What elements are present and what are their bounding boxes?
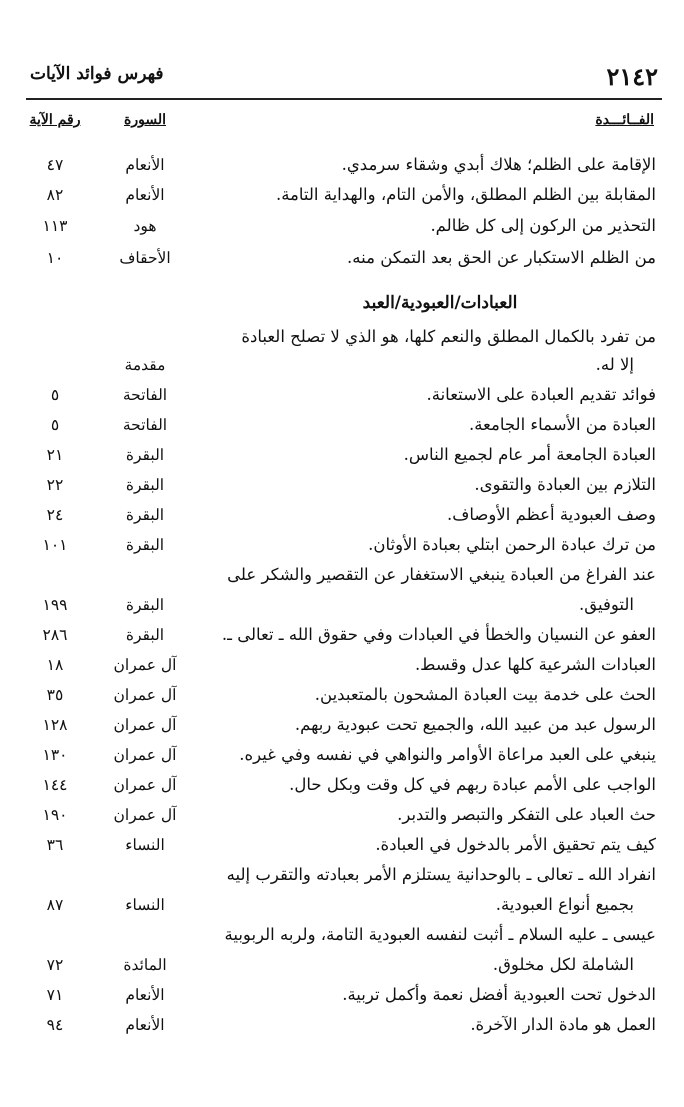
- table-row: [0, 920, 684, 950]
- row-text: عند الفراغ من العبادة ينبغي الاستغفار عن التقصير والشكر على: [227, 565, 656, 584]
- page-number: ٢١٤٢: [606, 62, 658, 91]
- table-row: [0, 620, 684, 650]
- table-row: [0, 710, 684, 740]
- row-sura: آل عمران: [113, 776, 177, 794]
- row-text: كيف يتم تحقيق الأمر بالدخول في العبادة.: [375, 835, 656, 854]
- row-sura: مقدمة: [124, 356, 166, 374]
- row-text: إلا له.: [595, 355, 634, 374]
- table-row: [0, 211, 684, 241]
- row-ayah: ٧١: [46, 986, 64, 1004]
- row-sura: الفاتحة: [122, 386, 168, 404]
- column-header-ayah: رقم الآية: [29, 112, 81, 128]
- row-ayah: ٢٢: [46, 476, 64, 494]
- table-row: [0, 440, 684, 470]
- row-text: العبادات الشرعية كلها عدل وقسط.: [414, 655, 656, 674]
- row-text: العبادة الجامعة أمر عام لجميع الناس.: [403, 445, 656, 464]
- row-text: الرسول عبد من عبيد الله، والجميع تحت عبودية ربهم.: [294, 715, 656, 734]
- row-ayah: ٨٧: [46, 896, 64, 914]
- row-text: فوائد تقديم العبادة على الاستعانة.: [426, 385, 656, 404]
- row-ayah: ٩٤: [46, 1016, 64, 1034]
- table-row: [0, 560, 684, 590]
- table-row: [0, 150, 684, 180]
- table-row: [0, 770, 684, 800]
- row-text: الدخول تحت العبودية أفضل نعمة وأكمل تربية.: [342, 985, 656, 1004]
- row-ayah: ٢٤: [46, 506, 64, 524]
- row-text: الإقامة على الظلم؛ هلاك أبدي وشقاء سرمدي.: [341, 155, 656, 174]
- row-sura: البقرة: [125, 446, 165, 464]
- row-ayah: ٣٥: [46, 686, 64, 704]
- table-row: [0, 410, 684, 440]
- row-sura: الفاتحة: [122, 416, 168, 434]
- row-ayah: ١٠١: [42, 536, 68, 554]
- column-header-faida: الفــائـــدة: [595, 112, 654, 128]
- row-text: العبادة من الأسماء الجامعة.: [468, 415, 656, 434]
- row-ayah: ٥: [50, 416, 60, 434]
- row-text: من الظلم الاستكبار عن الحق بعد التمكن منه.: [347, 248, 656, 267]
- row-ayah: ١١٣: [42, 217, 68, 235]
- row-sura: البقرة: [125, 506, 165, 524]
- row-sura: النساء: [125, 896, 165, 914]
- row-text: من ترك عبادة الرحمن ابتلي بعبادة الأوثان.: [368, 535, 656, 554]
- row-text: وصف العبودية أعظم الأوصاف.: [447, 505, 656, 524]
- row-sura: الأنعام: [125, 1016, 165, 1034]
- row-sura: آل عمران: [113, 656, 177, 674]
- row-sura: البقرة: [125, 476, 165, 494]
- row-text: عيسى ـ عليه السلام ـ أثبت لنفسه العبودية التامة، ولربه الربوبية: [224, 925, 656, 944]
- row-text: الحث على خدمة بيت العبادة المشحون بالمتعبدين.: [314, 685, 656, 704]
- row-text: حث العباد على التفكر والتبصر والتدبر.: [397, 805, 656, 824]
- running-title: فهرس فوائد الآيات: [30, 64, 164, 84]
- table-row: [0, 650, 684, 680]
- table-row: [0, 890, 684, 920]
- section-heading: العبادات/العبودية/العبد: [362, 293, 518, 313]
- row-ayah: ٢١: [46, 446, 64, 464]
- table-row: [0, 830, 684, 860]
- row-sura: الأنعام: [125, 986, 165, 1004]
- row-sura: الأنعام: [125, 186, 165, 204]
- page-header: [30, 60, 658, 98]
- row-ayah: ١٣٠: [42, 746, 68, 764]
- row-text: من تفرد بالكمال المطلق والنعم كلها، هو الذي لا تصلح العبادة: [241, 327, 656, 346]
- table-row: [0, 740, 684, 770]
- row-sura: الأنعام: [125, 156, 165, 174]
- row-ayah: ٣٦: [46, 836, 64, 854]
- row-ayah: ١٩٩: [42, 596, 68, 614]
- row-sura: آل عمران: [113, 716, 177, 734]
- table-row: [0, 380, 684, 410]
- row-sura: آل عمران: [113, 746, 177, 764]
- row-sura: البقرة: [125, 626, 165, 644]
- table-row: [0, 680, 684, 710]
- table-row: [0, 950, 684, 980]
- row-sura: الأحقاف: [119, 249, 171, 267]
- table-row: [0, 800, 684, 830]
- table-row: [0, 860, 684, 890]
- row-ayah: ٤٧: [46, 156, 64, 174]
- table-row: [0, 322, 684, 352]
- row-ayah: ٧٢: [46, 956, 64, 974]
- row-ayah: ١٢٨: [42, 716, 68, 734]
- row-sura: النساء: [125, 836, 165, 854]
- row-sura: المائدة: [123, 956, 167, 974]
- column-header-sura: السورة: [124, 112, 166, 128]
- table-row: [0, 500, 684, 530]
- header-divider: [26, 98, 662, 100]
- row-text: التلازم بين العبادة والتقوى.: [474, 475, 656, 494]
- row-sura: آل عمران: [113, 686, 177, 704]
- row-ayah: ١٩٠: [42, 806, 68, 824]
- row-ayah: ١٤٤: [42, 776, 68, 794]
- table-row: [0, 350, 684, 380]
- table-row: [0, 980, 684, 1010]
- row-text: انفراد الله ـ تعالى ـ بالوحدانية يستلزم الأمر بعبادته والتقرب إليه: [226, 865, 656, 884]
- row-text: التوفيق.: [579, 595, 634, 614]
- table-row: [0, 243, 684, 273]
- table-row: [0, 530, 684, 560]
- row-ayah: ٢٨٦: [42, 626, 68, 644]
- row-text: العمل هو مادة الدار الآخرة.: [470, 1015, 656, 1034]
- row-text: العفو عن النسيان والخطأ في العبادات وفي حقوق الله ـ تعالى ـ.: [221, 625, 656, 644]
- row-text: الواجب على الأمم عبادة ربهم في كل وقت وبكل حال.: [289, 775, 656, 794]
- row-ayah: ٥: [50, 386, 60, 404]
- row-text: التحذير من الركون إلى كل ظالم.: [430, 216, 656, 235]
- row-ayah: ١٠: [46, 249, 64, 267]
- row-ayah: ١٨: [46, 656, 64, 674]
- row-text: ينبغي على العبد مراعاة الأوامر والنواهي في نفسه وفي غيره.: [239, 745, 656, 764]
- table-row: [0, 1010, 684, 1040]
- table-row: [0, 180, 684, 210]
- row-text: الشاملة لكل مخلوق.: [492, 955, 634, 974]
- row-text: بجميع أنواع العبودية.: [495, 895, 634, 914]
- row-ayah: ٨٢: [46, 186, 64, 204]
- table-row: [0, 590, 684, 620]
- row-sura: البقرة: [125, 536, 165, 554]
- table-row: [0, 470, 684, 500]
- row-sura: البقرة: [125, 596, 165, 614]
- row-sura: هود: [133, 217, 157, 235]
- row-sura: آل عمران: [113, 806, 177, 824]
- row-text: المقابلة بين الظلم المطلق، والأمن التام، والهداية التامة.: [275, 185, 656, 204]
